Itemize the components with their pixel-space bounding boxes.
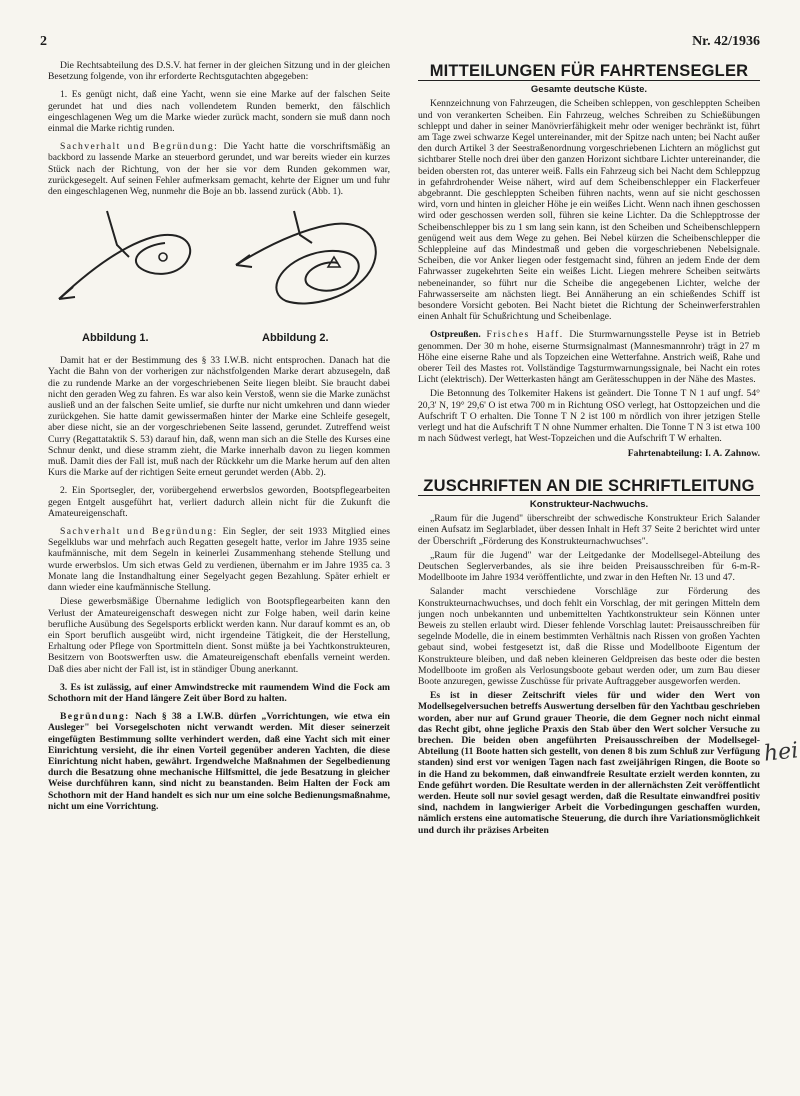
subsection-nachwuchs: Konstrukteur-Nachwuchs. [529, 498, 649, 510]
issue-number: Nr. 42/1936 [692, 34, 760, 49]
ruling-3: 3. Es ist zulässig, auf einer Amwindstrecke mit raumendem Wind die Fock am Schothorn mit der Hand längere Zeit über Bord zu halten. [48, 681, 390, 704]
ruling-1: 1. Es genügt nicht, daß eine Yacht, wenn sie eine Marke auf der falschen Seite gerundet hat und dies nach vollendetem Runden bemerkt, den fälschlich eingeschlagenen Weg um die Marke wieder zurück macht, sondern sie muß dann noch einmal die Marke richtig runden. [48, 89, 390, 135]
figure-2-caption: Abbildung 2. [262, 332, 329, 345]
ostpreussen-text: Die Sturmwarnungsstelle Peyse ist in Betrieb genommen. Der 30 m hohe, eiserne Sturmsignalmast (Mannesmannrohr) trägt in 27 m Höhe eine eiserne Rahe und als Topzeichen eine Wetterfahne. Anstrich weiß, Rahe und oberer Teil des Mastes rot. Vollständige Tagsturmwarnungssignale, bei Nacht ein rotes Licht (elektrisch). Der Wetterkasten hängt am Gerätesschuppen in der Nähe des Mastes. [418, 329, 760, 386]
facts-1-label: Sachverhalt und Begründung: [60, 141, 219, 153]
zuschrift-paragraph-4: Es ist in dieser Zeitschrift vieles für und wider den Wert von Modellsegelversuchen betreffs Auswertung derselben für den Yachtbau geschrieben worden, aber nur auf Grund grauer Theorie, die dem Gegner noch nicht einmal das Recht gibt, ohne jegliche Praxis den Stab über den Wert solcher Versuche zu brechen. Die beiden oben angeführten Preisausschreiben der Modellsegel-Abteilung (11 Boote hatten sich gestellt, von denen 8 bis zum Schluß zur Verfügung standen) sind erst vor wenigen Tagen nach fast zweijährigen Ringen, die Boote so in die Hand zu bekommen, daß einwandfreie Resultate erzielt werden konnten, zu Ende geführt worden. Die Resultate werden in der allernächsten Zeit veröffentlicht werden. Heute soll nur soviel gesagt werden, daß die Resultate einwandfrei positiv sind, nachdem in langwieriger Arbeit die Vorbedingungen geschaffen wurden, nämlich erstens eine automatische Steuerung, die durch ihre Variationsmöglichkeit und durch ihr präzises Arbeiten [418, 690, 760, 836]
tolkemit-paragraph: Die Betonnung des Tolkemiter Hakens ist geändert. Die Tonne T N 1 auf ungf. 54° 20,3' N, 19° 29,6' O ist etwa 700 m in Richtung OSO verlegt, hat Osttopzeichen und die Aufschrift T O erhalten. Die Tonne T N 2 ist 100 m nördlich von ihrer jetzigen Stelle verlegt und hat die Aufschrift T N ohne Nummer erhalten. Die Tonne T N 3 ist etwa 100 m nach Südwest verlegt, hat West-Topzeichen und die Aufschrift T W erhalten. [418, 388, 760, 445]
signature-label: Fahrtenabteilung: [627, 447, 703, 459]
signature-name: I. A. Zahnow. [704, 447, 760, 459]
ostpreussen-label: Ostpreußen. [430, 329, 481, 341]
signature [418, 448, 760, 459]
handwritten-margin-note: hei [762, 738, 800, 767]
ostpreussen-place: Frisches Haff. [486, 329, 564, 341]
ruling-2: 2. Ein Sportsegler, der, vorübergehend erwerbslos geworden, Bootspflegearbeiten gegen Entgelt ausgeführt hat, verliert dadurch allein nicht für die Zukunft die Amateureigenschaft. [48, 485, 390, 519]
zuschrift-paragraph-1: „Raum für die Jugend" überschreibt der schwedische Konstrukteur Erich Salander einen Aufsatz im Seglarbladet, über dessen Inhalt in Heft 37 Seite 2 berichtet wird unter der Überschrift „Förderung des Konstrukteurnachwuchses". [418, 513, 760, 547]
kueste-paragraph: Kennzeichnung von Fahrzeugen, die Scheiben schleppen, von geschleppten Scheiben und von verankerten Scheiben. Ein Fahrzeug, welches Schreiben zu Schießübungen schleppt und daher in seiner Manövrierfähigkeit mehr oder weniger bechränkt ist, führt am Tage zwei schwarze Kegel untereinander, mit der Spitze nach unten; bei Nacht außer den durch Artikel 3 der Seestraßenordnung vorgeschriebenen Lichtern an möglichst gut sichtbarer Stelle noch drei über den ganzen Horizont sichtbare Lichter untereinander, die beiden obersten rot, das unterer weiß. Falls ein Fahrzeug sich bei Nacht dem Schleppzug in gefahrdrohender Weise nähert, wird auf dem Scheibenschlepper ein Flackerfeuer abgebrannt. Die geschleppten Scheiben führen nachts, wenn auf sie nicht geschossen wird, vorn und hinten in gleicher Höhe je ein weißes Licht. Wenn nach ihnen geschossen wird oder geschossen werden soll, führen sie keine Lichter. Da die Schlepptrosse der Scheibenschlepper bis zu 1 sm lang sein kann, ist den Scheiben und Scheibenschleppern genügend weit aus dem Wege zu gehen. Bei Nebel kürzen die Scheibenschlepper die Schleppleine auf das Mindestmaß und geben die vorgeschriebenen Nebelsignale. Scheiben, die vor Anker liegen oder festgemacht sind, führen an jedem Ende der dem Fahrwasser zugekehrten Seite ein weißes Licht. Liegen mehrere Scheiben seitwärts nebeneinander, so führt nur die Scheibe die angegebenen Lichter, welche der Fahrwasserseite am nächsten liegt. Bei Annäherung an ein schießendes Schiff ist besondere Vorsicht geboten. Bei Nacht bietet die Richtung der Scheinwerferstrahlen einen Anhalt für Schußrichtung und Scheibenlage. [418, 98, 760, 323]
facts-2-label: Sachverhalt und Begründung: [60, 526, 218, 538]
zuschrift-paragraph-3: Salander macht verschiedene Vorschläge zur Förderung des Konstrukteurnachwuchses, und doch fehlt ein Vorschlag, der mit geringen Mitteln dem jungen noch unbekannten und unbemittelten Yachtkonstrukteur sein Können unter Beweis zu stellen erlaubt wird. Dieser fehlende Vorschlag lautet: Preisausschreiben für segelnde Modelle, die in einem bestimmten Verhältnis nach Rissen von großen Yachten gebaut sind, wobei festgesetzt ist, daß die Risse und Modellboote Eigentum der Konstrukteure bleiben, und daß neben kleineren Geldpreisen das beste oder die besten Modellboote im großen als Verlosungsboote gebaut werden oder, um zum Bau dieser Boote anzuregen, gewisse Zuschüsse für private Auftraggeber ausgeworfen werden. [418, 586, 760, 687]
right-column [418, 60, 760, 1070]
reason-3-paragraph [48, 711, 390, 812]
facts-2-text: Ein Segler, der seit 1933 Mitglied eines Segelklubs war und mehrfach auch Regatten gesegelt hatte, verlor im Jahre 1935 seine kaufmännische, mit dem Segeln in keinerlei Zusammenhang stehende Stellung und wurde erwerbslos. Um sich etwas Geld zu verdienen, übernahm er im Jahre 1935 ca. 3 Monate lang die Instandhaltung einer Segelyacht gegen Bezahlung. Später erhielt er dann wieder eine kaufmännische Stellung. [48, 526, 390, 594]
subsection-kueste: Gesamte deutsche Küste. [530, 84, 648, 96]
figure-2-diagram [228, 205, 388, 325]
after-figures-paragraph: Damit hat er der Bestimmung des § 33 I.W.B. nicht entsprochen. Danach hat die Yacht die Bahn von der vorherigen zur nächstfolgenden Marke derart abzusegeln, daß die zu rundende Marke an der vorgeschriebenen Seite liegen bleibt. Sie braucht dabei nicht den geraden Weg zu fahren. Es war also kein Verstoß, wenn sie die Marke zunächst ausließ und an der falschen Seite umlief, sie durfte nur nicht umkehren und dann wieder zurückgehen. Sie hatte damit gewissermaßen hinter der Marke eine Schleife gesegelt, aber diese nicht, sie an der vorgeschriebenen Seite lassend, gerundet. Zutreffend weist Curry (Regattataktik S. 53) darauf hin, daß, wenn man sich an die Stelle des Kurses eine Schnur denkt, und diese stramm zieht, die Marke innerhalb davon zu liegen kommen muß. Damit dies der Fall ist, muß nach der Rückkehr um die Marke herum auf den alten Kurs die Marke auf der richtigen Seite erneut gerundet werden (Abb. 2). [48, 355, 390, 479]
figure-1-caption: Abbildung 1. [82, 332, 149, 345]
left-column [48, 60, 390, 1070]
page-number: 2 [40, 34, 47, 49]
ostpreussen-paragraph [418, 329, 760, 385]
facts-2-paragraph [48, 526, 390, 593]
zuschrift-paragraph-2: „Raum für die Jugend" war der Leitgedanke der Modellsegel-Abteilung des Deutschen Seglerverbandes, als sie ihre beiden Preisausschreiben für 6-m-R-Modellboote im Jahre 1934 veröffentlichte, und zwar in den Heften Nr. 13 und 47. [418, 549, 760, 584]
figures [48, 205, 390, 347]
facts-1-text: Die Yacht hatte die vorschriftsmäßig an backbord zu lassende Marke an steuerbord gerundet, und war bereits wieder ein kurzes Stück nach der Richtung, von der her sie vor dem Runden gekommen war, zurückgesegelt. Auf seinen Fehler aufmerksam gemacht, kehrte der Eigner um und fuhr den eingeschlagenen Weg, nunmehr die Boje an bb. lassend zurück (Abb. 1). [48, 141, 390, 198]
section-title-fahrtensegler: MITTEILUNGEN FÜR FAHRTENSEGLER [418, 66, 760, 81]
intro-paragraph: Die Rechtsabteilung des D.S.V. hat ferner in der gleichen Sitzung und in der gleichen Besetzung folgende, von ihr erforderte Rechtsgutachten abgegeben: [48, 60, 390, 83]
facts-1-paragraph [48, 141, 390, 197]
figure-1-diagram [53, 205, 203, 325]
reason-3-text: Nach § 38 a I.W.B. dürfen „Vorrichtungen, wie etwa ein Ausleger" bei Vorsegelschoten nicht verwandt werden. Mit dieser seinerzeit eingefügten Bestimmung sollte verhindert werden, daß eine Yacht sich mit einer Einrichtung versieht, die ihr einen Vorteil gegenüber anderen Yachten, die diese Einrichtung nicht haben, gewährt. Irgendwelche Maßnahmen der Segelbedienung durch die Besatzung ohne mechanische Hilfsmittel, die jede Besatzung in gleicher Weise durchführen kann, sind nicht zu beanstanden. Beim Halten der Fock am Schothorn mit der Hand handelt es sich nur um eine solche Bedienungsmaßnahme, nicht um eine Vorrichtung. [48, 711, 390, 812]
section-title-zuschriften: ZUSCHRIFTEN AN DIE SCHRIFTLEITUNG [418, 481, 760, 496]
reason-3-label: Begründung: [60, 711, 130, 723]
facts-2b-paragraph: Diese gewerbsmäßige Übernahme lediglich von Bootspflegearbeiten kann den Verlust der Amateureigenschaft deswegen nicht zur Folge haben, weil darin keine berufliche Ausübung des Segelsports erblickt werden kann. Nur darauf kommt es an, ob ein Sport beruflich ausgeübt wird, nicht irgendeine Tätigkeit, die der Herstellung, Erhaltung oder Pflege von Sportmitteln dient. Sonst müßte ja bei Yachtkonstrukteuren, Besitzern von Bootswerften usw. die Amateureigenschaft ebenfalls verneint werden. Daß dies aber nicht der Fall ist, ist in ständiger Übung anerkannt. [48, 596, 390, 675]
